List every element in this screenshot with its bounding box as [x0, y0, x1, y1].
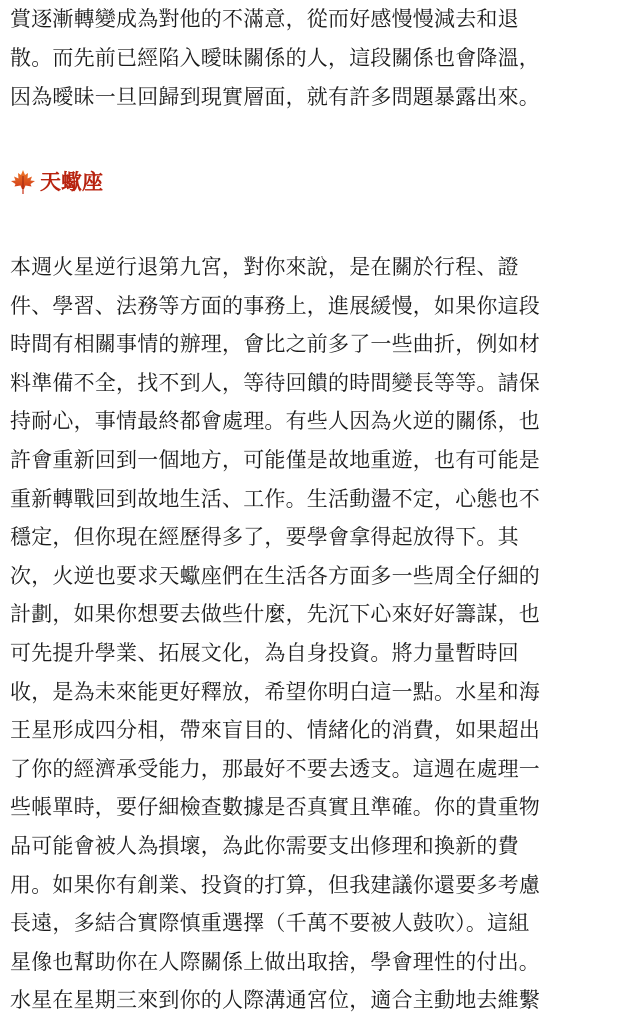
- intro-paragraph: [10, 0, 610, 116]
- paragraph-line: 次，火逆也要求天蠍座們在生活各方面多一些周全仔細的: [10, 563, 540, 588]
- paragraph-line: 持耐心，事情最終都會處理。有些人因為火逆的關係，也: [10, 409, 540, 434]
- paragraph-line: 長遠，多結合實際慎重選擇（千萬不要被人鼓吹）。這組: [10, 911, 530, 936]
- paragraph-line: 水星在星期三來到你的人際溝通宮位，適合主動地去維繫: [10, 988, 540, 1013]
- maple-leaf-icon: [10, 169, 36, 195]
- paragraph-line: 本週火星逆行退第九宮，對你來說，是在關於行程、證: [10, 255, 519, 279]
- paragraph-line: 重新轉戰回到故地生活、工作。生活動盪不定，心態也不: [10, 486, 540, 511]
- paragraph-line: 些帳單時，要仔細檢查數據是否真實且準確。你的貴重物: [10, 795, 540, 820]
- main-paragraph: [10, 248, 610, 1020]
- section-title: 天蠍座: [40, 170, 103, 194]
- paragraph-line: 散。而先前已經陷入曖昧關係的人，這段關係也會降溫，: [10, 46, 540, 70]
- paragraph-line: 因為曖昧一旦回歸到現實層面，就有許多問題暴露出來。: [10, 84, 540, 109]
- paragraph-line: 料準備不全，找不到人，等待回饋的時間變長等等。請保: [10, 370, 540, 395]
- paragraph-line: 可先提升學業、拓展文化，為自身投資。將力量暫時回: [10, 640, 519, 665]
- paragraph-line: 件、學習、法務等方面的事務上，進展緩慢，如果你這段: [10, 293, 540, 318]
- paragraph-line: 許會重新回到一個地方，可能僅是故地重遊，也有可能是: [10, 447, 540, 472]
- paragraph-line: 星像也幫助你在人際關係上做出取捨，學會理性的付出。: [10, 949, 540, 974]
- paragraph-line: 收，是為未來能更好釋放，希望你明白這一點。水星和海: [10, 679, 540, 704]
- paragraph-line: 用。如果你有創業、投資的打算，但我建議你還要多考慮: [10, 872, 540, 897]
- paragraph-line: 品可能會被人為損壞，為此你需要支出修理和換新的費: [10, 833, 519, 858]
- paragraph-line: 穩定，但你現在經歷得多了，要學會拿得起放得下。其: [10, 525, 519, 550]
- paragraph-line: 時間有相關事情的辦理，會比之前多了一些曲折，例如材: [10, 332, 540, 357]
- paragraph-line: 計劃，如果你想要去做些什麼，先沉下心來好好籌謀，也: [10, 602, 540, 627]
- section-heading: [10, 167, 103, 197]
- paragraph-line: 王星形成四分相，帶來盲目的、情緒化的消費，如果超出: [10, 718, 540, 743]
- paragraph-line: 了你的經濟承受能力，那最好不要去透支。這週在處理一: [10, 756, 540, 781]
- paragraph-line: 賞逐漸轉變成為對他的不滿意，從而好感慢慢減去和退: [10, 7, 519, 31]
